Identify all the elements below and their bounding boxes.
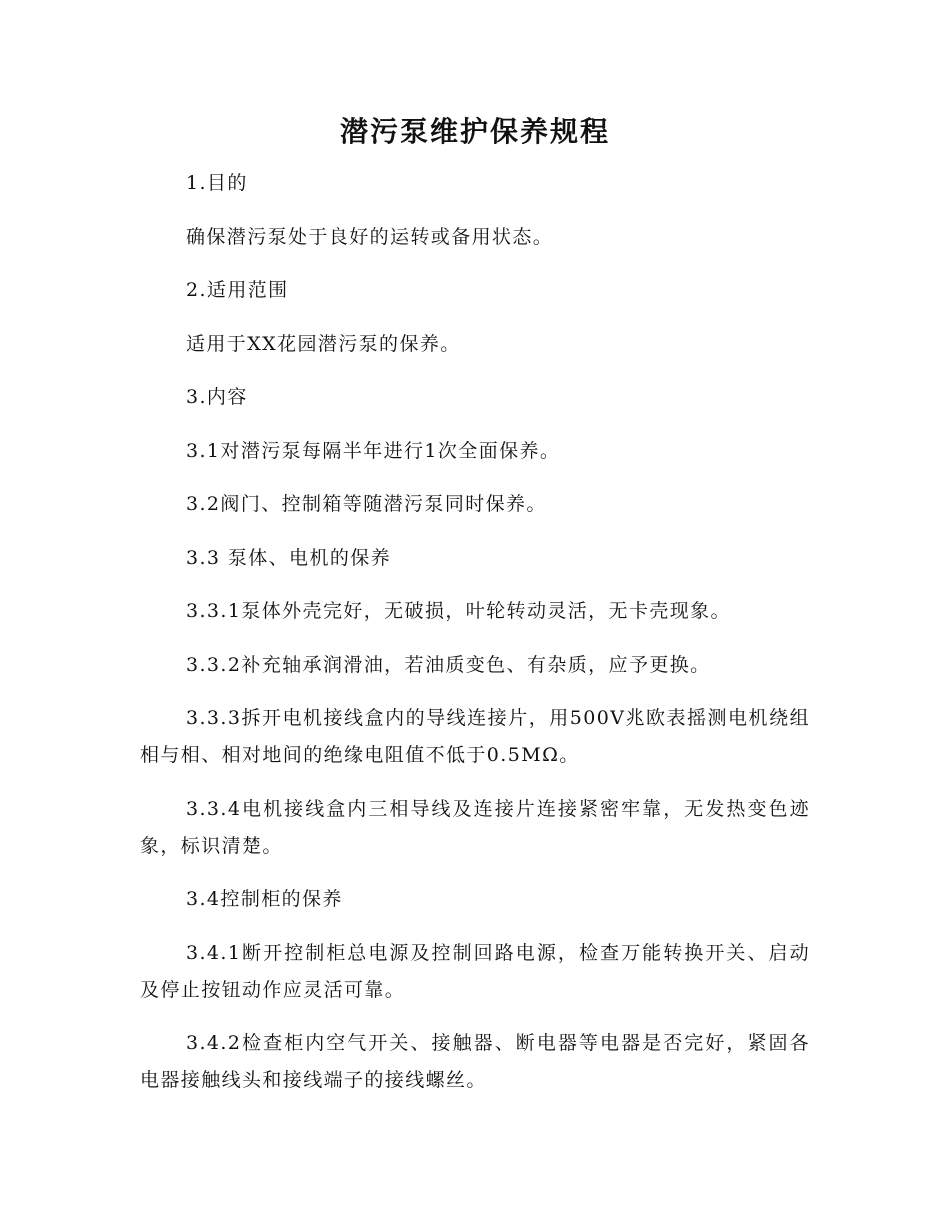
paragraph-3-4-2: 3.4.2检查柜内空气开关、接触器、断电器等电器是否完好，紧固各电器接触线头和接线端子的接线螺丝。 xyxy=(140,1032,810,1091)
paragraph-3-3-1: 3.3.1泵体外壳完好，无破损，叶轮转动灵活，无卡壳现象。 xyxy=(186,600,731,622)
paragraph-scope-text: 适用于XX花园潜污泵的保养。 xyxy=(186,332,461,355)
paragraph-3-4-1: 3.4.1断开控制柜总电源及控制回路电源，检查万能转换开关、启动及停止按钮动作应灵活可靠。 xyxy=(140,941,810,1001)
paragraph-purpose-heading: 1.目的 xyxy=(186,172,248,194)
paragraph-3-2: 3.2阀门、控制箱等随潜污泵同时保养。 xyxy=(186,493,547,515)
paragraph-scope-heading: 2.适用范围 xyxy=(186,279,289,301)
paragraph-3-3-3: 3.3.3拆开电机接线盒内的导线连接片，用500V兆欧表摇测电机绕组相与相、相对地间的绝缘电阻值不低于0.5MΩ。 xyxy=(140,707,810,766)
document-title: 潜污泵维护保养规程 xyxy=(339,115,610,148)
paragraph-3-3-heading: 3.3 泵体、电机的保养 xyxy=(186,546,392,569)
paragraph-content-heading: 3.内容 xyxy=(186,386,248,408)
paragraph-3-3-2: 3.3.2补充轴承润滑油，若油质变色、有杂质，应予更换。 xyxy=(186,653,711,676)
paragraph-3-1: 3.1对潜污泵每隔半年进行1次全面保养。 xyxy=(186,439,561,462)
paragraph-3-3-4: 3.3.4电机接线盒内三相导线及连接片连接紧密牢靠，无发热变色迹象，标识清楚。 xyxy=(140,797,810,857)
document-body xyxy=(140,165,810,1116)
paragraph-3-4-heading: 3.4控制柜的保养 xyxy=(186,888,343,910)
paragraph-purpose-text: 确保潜污泵处于良好的运转或备用状态。 xyxy=(186,225,554,248)
